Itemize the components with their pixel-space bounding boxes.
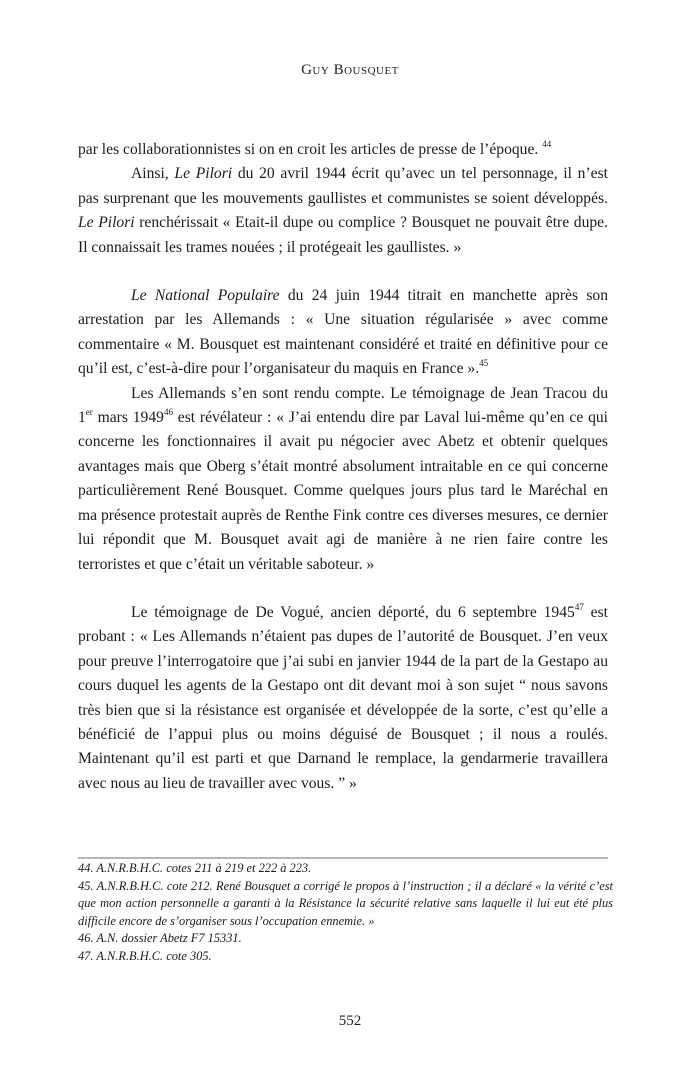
- footnote-45: 45. A.N.R.B.H.C. cote 212. René Bousquet a corrigé le propos à l’instruction ; il a déclaré « la vérité c’est que mon action personnelle a garanti à la Résistance la sécurité relative sans laquelle il lui eut été plus difficile encore de s’organiser sous l’occupation ennemie. »: [78, 878, 613, 928]
- ordinal-suffix: er: [85, 407, 93, 418]
- paragraph-text: mars 1949: [92, 409, 164, 427]
- paragraph-text: Ainsi,: [131, 165, 175, 183]
- publication-title: Le National Populaire: [131, 287, 280, 305]
- footnote-46: 46. A.N. dossier Abetz F7 15331.: [78, 931, 242, 946]
- publication-title: Le Pilori: [174, 165, 233, 183]
- paragraph-gap: [78, 260, 608, 284]
- paragraph-text: renchérissait « Etait-il dupe ou complice ? Bousquet ne pouvait être dupe. Il connaissait les trames nouées ; il protégeait les gaullistes. »: [78, 214, 608, 256]
- footnote-ref-46[interactable]: 46: [163, 407, 173, 418]
- running-head: Guy Bousquet: [301, 62, 399, 78]
- body-text: [78, 138, 608, 796]
- footnote-ref-45[interactable]: 45: [479, 358, 489, 369]
- paragraph-gap: [78, 577, 608, 601]
- paragraph-text: Les Allemands s’en sont rendu compte. Le témoignage de Jean Tracou du 1: [78, 384, 608, 427]
- footnote-47: 47. A.N.R.B.H.C. cote 305.: [78, 948, 212, 963]
- paragraph-4: [78, 382, 608, 577]
- paragraph-2: [78, 162, 608, 260]
- paragraph-text: est révélateur : « J’ai entendu dire par Laval lui-même qu’en ce qui concerne les fonctionnaires il avait pu négocier avec Abetz et obtenir quelques avantages mais que Oberg s’était montré absolument intraitable en ce qui concerne particulièrement René Bousquet. Comme quelques jours plus tard le Maréchal en ma présence protestait auprès de Renthe Fink contre ces diverses mesures, ce dernier lui répondit que M. Bousquet avait agi de manière à ne rien faire contre les terroristes et que c’était un véritable saboteur. »: [78, 409, 608, 573]
- paragraph-1: [78, 138, 608, 162]
- paragraph-text: Le témoignage de De Vogué, ancien déporté, du 6 septembre 1945: [131, 603, 575, 621]
- footnote-ref-47[interactable]: 47: [574, 601, 584, 612]
- paragraph-text: du 20 avril 1944 écrit qu’avec un tel personnage, il n’est pas surprenant que les mouvements gaullistes et communistes se soient développés.: [78, 165, 608, 207]
- footnotes: [78, 860, 613, 966]
- publication-title: Le Pilori: [78, 214, 135, 232]
- footnote-44: 44. A.N.R.B.H.C. cotes 211 à 219 et 222 à 223.: [78, 861, 312, 875]
- paragraph-text: du 24 juin 1944 titrait en manchette après son arrestation par les Allemands : « Une situation régularisée » avec comme commentaire « M. Bousquet est maintenant considéré et traité en définitive pour ce qu’il est, c’est-à-dire pour l’organisateur du maquis en France ».: [78, 287, 608, 378]
- paragraph-text: par les collaborationnistes si on en croit les articles de presse de l’époque.: [78, 141, 543, 158]
- page-number: 552: [338, 1013, 362, 1029]
- paragraph-text: est probant : « Les Allemands n’étaient pas dupes de l’autorité de Bousquet. J’en veux pour preuve l’interrogatoire que j’ai subi en janvier 1944 de la part de la Gestapo au cours duquel les agents de la Gestapo ont dit devant moi à son sujet “ nous savons très bien que si la résistance est organisée et développée de la sorte, c’est qu’elle a bénéficié de l’appui plus ou moins déguisé de Bousquet ; il nous a roulés. Maintenant qu’il est parti et que Darnand le remplace, la gendarmerie travaillera avec nous au lieu de travailler avec vous. ” »: [78, 603, 608, 792]
- footnote-separator: [78, 857, 608, 859]
- paragraph-3: [78, 284, 608, 382]
- paragraph-5: [78, 601, 608, 796]
- footnote-ref-44[interactable]: 44: [542, 139, 552, 149]
